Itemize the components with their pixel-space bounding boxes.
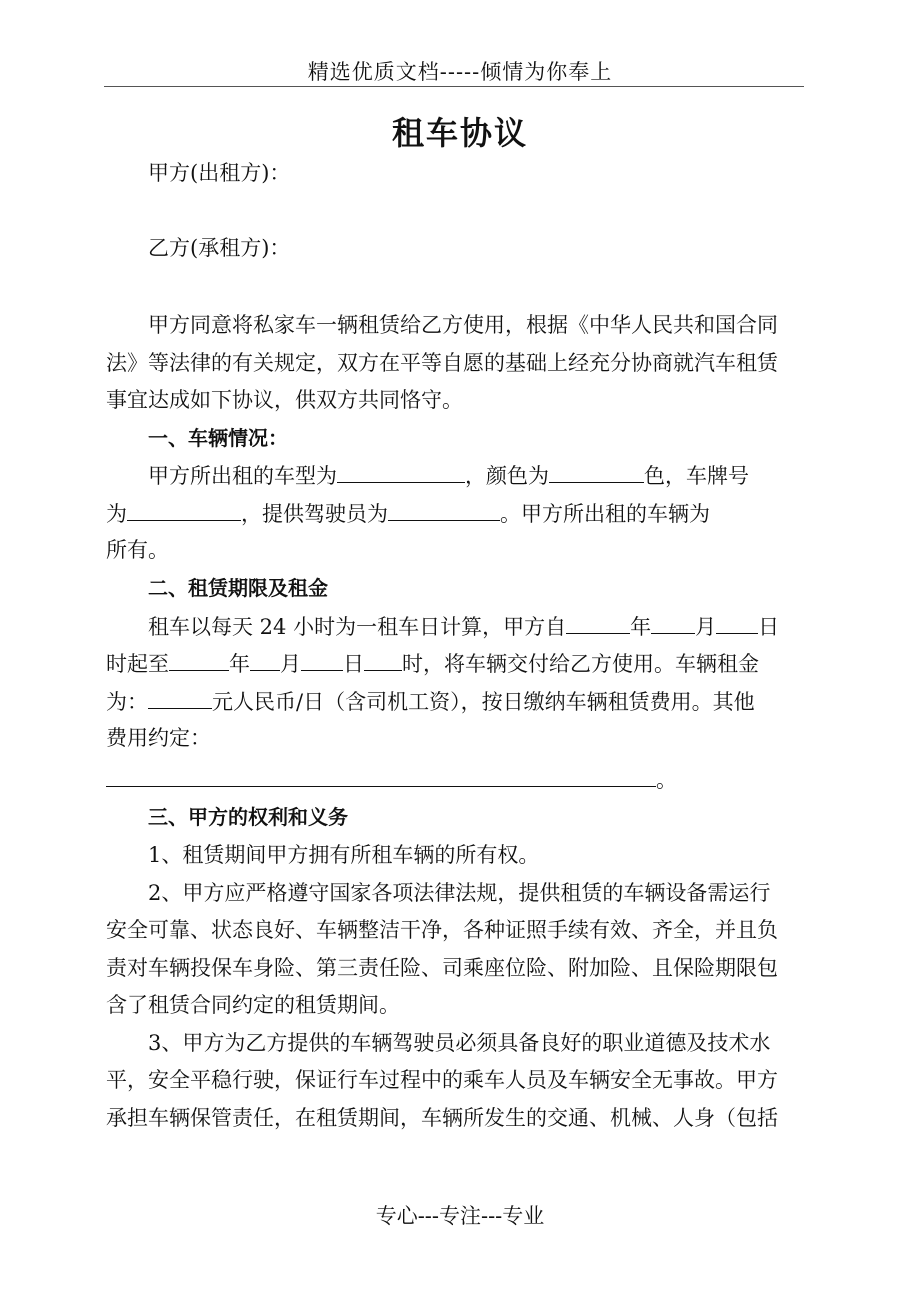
section-3-item-3-line-1: 3、甲方为乙方提供的车辆驾驶员必须具备良好的职业道德及技术水 <box>148 1031 771 1055</box>
section-1-line-2 <box>106 498 710 529</box>
text: 。甲方所出租的车辆为 <box>500 502 710 526</box>
section-1-heading: 一、车辆情况： <box>148 426 288 450</box>
color-blank[interactable] <box>549 460 644 483</box>
section-2-line-5 <box>106 764 677 795</box>
party-a-line: 甲方(出租方)： <box>148 161 291 185</box>
text: 年 <box>229 652 250 676</box>
end-year-blank[interactable] <box>169 648 229 671</box>
text: 租车以每天 24 小时为一租车日计算，甲方自 <box>148 615 567 639</box>
rent-amount-blank[interactable] <box>148 686 212 709</box>
section-2-line-3 <box>106 686 755 717</box>
text: 年 <box>630 615 652 639</box>
section-2-line-1 <box>148 611 779 642</box>
text: 。 <box>656 768 677 792</box>
start-year-blank[interactable] <box>566 611 630 634</box>
end-day-blank[interactable] <box>301 648 343 671</box>
text: 月 <box>280 652 301 676</box>
header-divider <box>104 86 804 87</box>
start-month-blank[interactable] <box>651 611 695 634</box>
text: 日 <box>343 652 364 676</box>
other-fees-blank[interactable] <box>106 764 656 787</box>
section-1-line-3: 所有。 <box>106 538 169 562</box>
intro-line-3: 事宜达成如下协议，供双方共同恪守。 <box>106 388 463 412</box>
section-2-heading: 二、租赁期限及租金 <box>148 576 328 600</box>
text: 元人民币/日（含司机工资），按日缴纳车辆租赁费用。其他 <box>212 690 755 714</box>
page-header: 精选优质文档-----倾情为你奉上 <box>307 60 613 84</box>
text: 日 <box>758 615 780 639</box>
text: 为 <box>106 502 127 526</box>
start-day-blank[interactable] <box>716 611 758 634</box>
party-b-line: 乙方(承租方)： <box>148 236 291 260</box>
text: 甲方所出租的车型为 <box>148 464 337 488</box>
section-3-item-2-line-1: 2、甲方应严格遵守国家各项法律法规，提供租赁的车辆设备需运行 <box>148 881 771 905</box>
section-3-item-2-line-4: 含了租赁合同约定的租赁期间。 <box>106 993 400 1017</box>
document-title: 租车协议 <box>391 114 528 152</box>
section-1-line-1 <box>148 460 749 491</box>
text: ，颜色为 <box>465 464 549 488</box>
section-3-heading: 三、甲方的权利和义务 <box>148 805 348 829</box>
plate-blank[interactable] <box>127 498 241 521</box>
text: 色，车牌号 <box>644 464 749 488</box>
text: 时，将车辆交付给乙方使用。车辆租金 <box>402 652 759 676</box>
section-2-line-4: 费用约定： <box>106 726 211 750</box>
driver-blank[interactable] <box>388 498 500 521</box>
text: 为： <box>106 690 148 714</box>
section-3-item-2-line-2: 安全可靠、状态良好、车辆整洁干净，各种证照手续有效、齐全，并且负 <box>106 918 778 942</box>
section-3-item-1: 1、租赁期间甲方拥有所租车辆的所有权。 <box>148 843 540 867</box>
section-2-line-2 <box>106 648 759 679</box>
text: 时起至 <box>106 652 169 676</box>
section-3-item-2-line-3: 责对车辆投保车身险、第三责任险、司乘座位险、附加险、且保险期限包 <box>106 956 778 980</box>
car-model-blank[interactable] <box>337 460 465 483</box>
end-month-blank[interactable] <box>250 648 280 671</box>
text: 月 <box>695 615 717 639</box>
intro-line-1: 甲方同意将私家车一辆租赁给乙方使用，根据《中华人民共和国合同 <box>148 313 778 337</box>
page-footer: 专心---专注---专业 <box>375 1204 545 1228</box>
intro-line-2: 法》等法律的有关规定，双方在平等自愿的基础上经充分协商就汽车租赁 <box>106 351 778 375</box>
end-hour-blank[interactable] <box>364 648 402 671</box>
text: ，提供驾驶员为 <box>241 502 388 526</box>
section-3-item-3-line-2: 平，安全平稳行驶，保证行车过程中的乘车人员及车辆安全无事故。甲方 <box>106 1068 778 1092</box>
section-3-item-3-line-3: 承担车辆保管责任，在租赁期间，车辆所发生的交通、机械、人身（包括 <box>106 1106 778 1130</box>
